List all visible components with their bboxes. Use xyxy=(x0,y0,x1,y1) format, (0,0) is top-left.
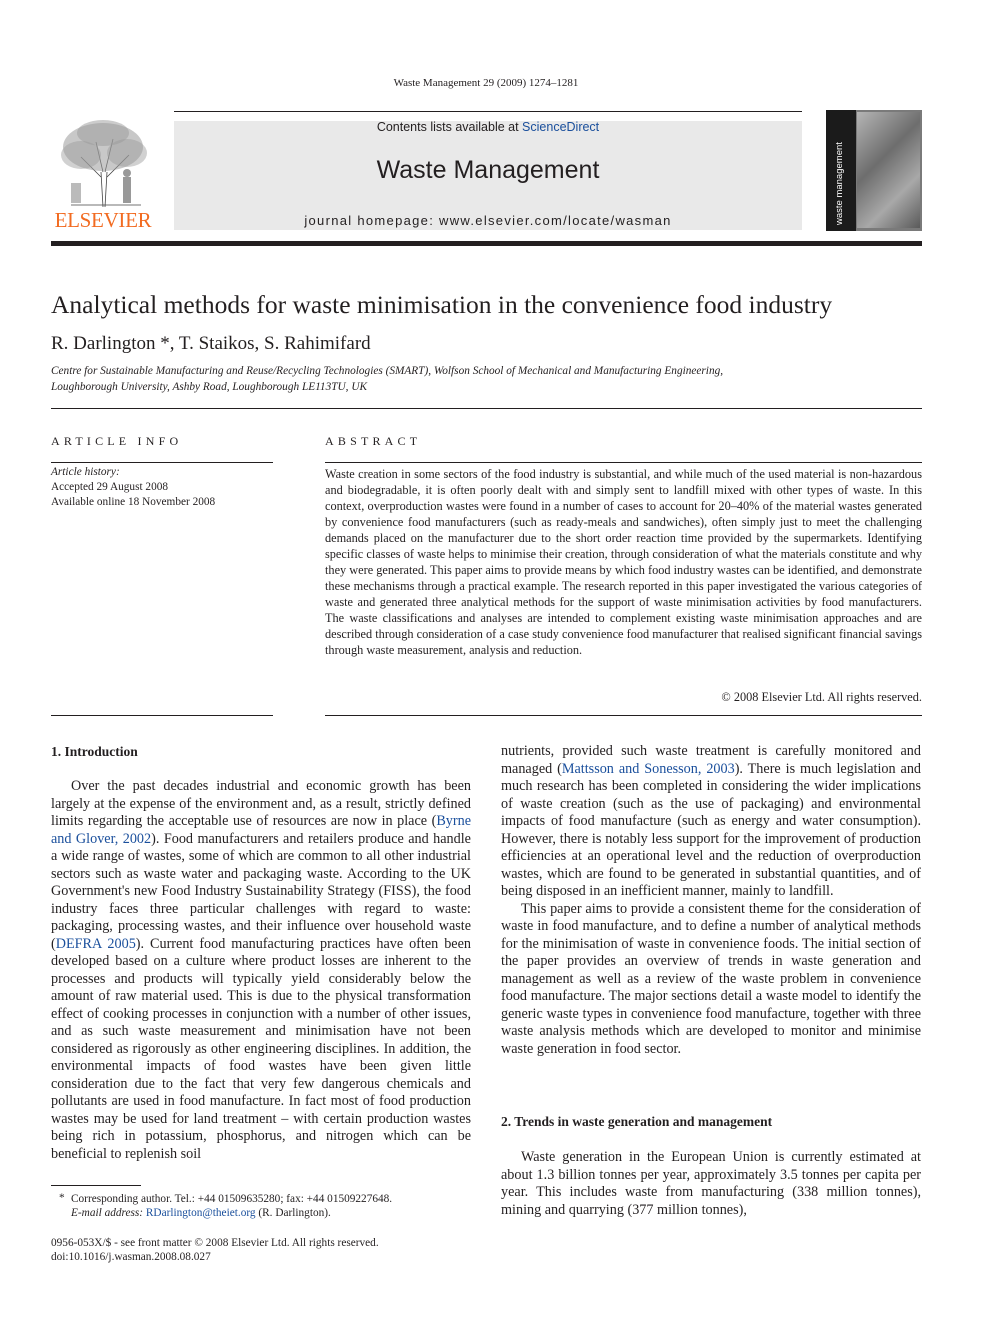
intro-paragraph xyxy=(51,778,471,1163)
contents-prefix: Contents lists available at xyxy=(376,120,523,134)
citation-link[interactable]: Mattsson and Sonesson, 2003 xyxy=(561,760,735,777)
sciencedirect-link[interactable]: ScienceDirect xyxy=(522,120,600,134)
abstract-heading: ABSTRACT xyxy=(325,434,422,448)
section-heading-introduction: 1. Introduction xyxy=(51,744,138,759)
article-history xyxy=(51,465,273,510)
aim-paragraph: This paper aims to provide a consistent theme for the consideration of waste in food manufacture, and to define a number of analytical methods for the minimisation of waste in convenience foods. The initial section of the paper provides an overview of trends in waste generation and management as well as a review of the waste problem in convenience food manufacture. The major sections detail a waste model to identify the generic waste types in convenience food manufacture, together with three waste analysis methods which are developed to monitor and minimise waste generation in food sector. xyxy=(501,900,921,1057)
intro-text-2: ). Food manufacturers and retailers produce and handle a wide range of wastes, some of which are common to all other industrial sectors such as waste water and packaging waste. According to the UK Government's new Food Industry Sustainability Strategy (FISS), the food industry faces three particular challenges with regard to waste: packaging, processing wastes, and their influence over household waste ( xyxy=(51,830,471,952)
author-list: R. Darlington *, T. Staikos, S. Rahimifard xyxy=(51,333,371,354)
abstract-bottom-rule xyxy=(325,715,922,716)
header-rule xyxy=(174,111,802,112)
footnote-marker: * xyxy=(59,1192,65,1204)
affiliation xyxy=(51,364,931,395)
email-note xyxy=(71,1206,331,1221)
affiliation-rule xyxy=(51,408,922,409)
abstract-rule xyxy=(325,462,922,463)
issn-line: 0956-053X/$ - see front matter © 2008 Elsevier Ltd. All rights reserved. xyxy=(51,1237,379,1249)
publisher-wordmark: ELSEVIER xyxy=(54,208,152,232)
intro-text-3: ). Current food manufacturing practices have often been developed based on a culture where product losses are inherent to the processes and products will typically yield considerably below the amount of raw material used. This is due to the physical transformation effect of cooking processes in conjunction with a number of other issues, and as such waste measurement and minimisation have not been considered as rigorously as other engineering disciplines. In addition, the environmental impacts of food wastes have been given little consideration due to the fact that very few dangerous chemicals and pollutants are used in food manufacture. In fact most of food production wastes may be used for land treatment – with certain production wastes being rich in potassium, phosphorus, and nitrogen which can be beneficial to replenish soil xyxy=(51,935,471,1162)
continued-text-1: nutrients, provided such waste treatment is carefully monitored and managed ( xyxy=(501,743,921,777)
header-thick-rule xyxy=(51,241,922,246)
citation-link[interactable]: DEFRA 2005 xyxy=(55,935,136,952)
right-column xyxy=(501,743,921,1058)
email-label: E-mail address: xyxy=(71,1207,144,1219)
trends-paragraph: Waste generation in the European Union is currently estimated at about 1.3 billion tonnes per year, approximately 3.5 tonnes per capita per year. This includes waste from manufacturing (338 million tonnes), mining and quarrying (377 million tonnes), xyxy=(501,1149,921,1218)
article-info-rule xyxy=(51,462,273,463)
trends-column xyxy=(501,1149,921,1219)
article-info-heading: ARTICLE INFO xyxy=(51,434,183,448)
section-heading-trends: 2. Trends in waste generation and management xyxy=(501,1114,773,1129)
footnote-rule xyxy=(51,1185,141,1186)
left-column xyxy=(51,778,471,1163)
contents-line xyxy=(174,120,802,134)
journal-homepage[interactable]: journal homepage: www.elsevier.com/locate/wasman xyxy=(304,213,672,228)
history-label: Article history: xyxy=(51,466,120,478)
journal-name: Waste Management xyxy=(376,156,600,184)
affiliation-line-1: Centre for Sustainable Manufacturing and Reuse/Recycling Technologies (SMART), Wolfson School of Mechanical and Manufacturing Engineering, xyxy=(51,365,724,377)
email-suffix: (R. Darlington). xyxy=(255,1207,331,1219)
article-info-bottom-rule xyxy=(51,715,273,716)
email-link[interactable]: RDarlington@theiet.org xyxy=(145,1207,256,1219)
online-date: Available online 18 November 2008 xyxy=(51,496,216,508)
cover-title: waste management xyxy=(834,142,845,225)
tree-icon xyxy=(51,117,155,209)
continued-text-2: ). There is much legislation and much research has been completed in considering the wider implications of waste creation (such as the use of packaging) and environmental impacts of food manufacture (such as energy and water consumption). However, there is notably less support for the improvement of production efficiencies at an operational level and the reduction of overproduction wastes, which are found to be generated in substantial quantities, and of being disposed in an inefficient manner, mainly to landfill. xyxy=(501,760,922,899)
citation-link[interactable]: Byrne and Glover, 2002 xyxy=(51,813,471,847)
corresponding-author-note: Corresponding author. Tel.: +44 01509635280; fax: +44 01509227648. xyxy=(71,1193,393,1205)
article-title: Analytical methods for waste minimisation in the convenience food industry xyxy=(51,290,833,319)
intro-text-1: Over the past decades industrial and economic growth has been largely at the expense of the environment and, as a result, strictly defined limits regarding the acceptable use of resources are now in place ( xyxy=(51,778,471,829)
continued-paragraph xyxy=(501,743,921,901)
journal-cover-thumbnail xyxy=(826,110,922,231)
doi-line[interactable]: doi:10.1016/j.wasman.2008.08.027 xyxy=(51,1251,211,1263)
abstract-text: Waste creation in some sectors of the food industry is substantial, and while much of the used material is non-hazardous and biodegradable, it is often poorly dealt with and simply sent to landfill mixed with other types of waste. In this context, overproduction wastes were found in a number of cases to account for 20–40% of the material wastes generated by convenience food manufacturers (such as ready-meals and sandwiches), often simply just to meet the challenging demands placed on the manufacturer due to the short order reaction time provided by the supermarkets. Identifying specific classes of waste helps to minimise their creation, through consideration of what the materials constitute and why they were generated. This paper aims to provide means by which food industry wastes can be identified, and demonstrate these mechanisms through a practical example. The research reported in this paper investigated the various categories of waste and generated three analytical methods for the support of waste minimisation activities by food manufacturers. The waste classifications and analyses are intended to complement existing waste minimisation approaches and are described through consideration of a case study convenience food manufacturer that realised significant financial savings through waste measurement, analysis and reduction. xyxy=(325,467,922,657)
affiliation-line-2: Loughborough University, Ashby Road, Loughborough LE113TU, UK xyxy=(51,380,368,393)
accepted-date: Accepted 29 August 2008 xyxy=(51,481,169,493)
abstract-copyright: © 2008 Elsevier Ltd. All rights reserved. xyxy=(721,690,922,704)
running-head: Waste Management 29 (2009) 1274–1281 xyxy=(393,77,579,89)
